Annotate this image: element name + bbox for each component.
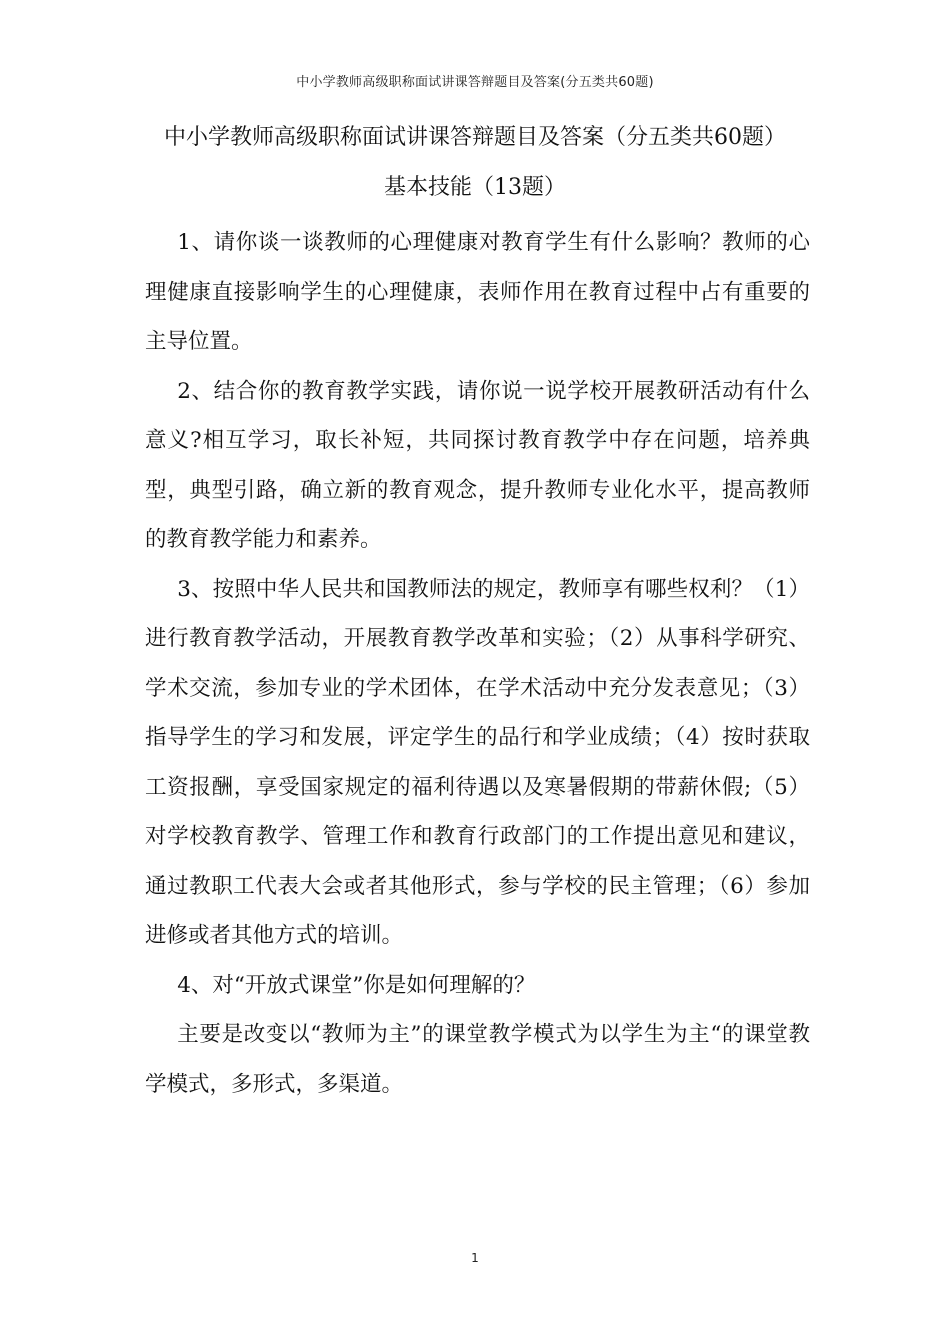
paragraph-question-2: 2、结合你的教育教学实践，请你说一说学校开展教研活动有什么意义?相互学习，取长补短，共同探讨教育教学中存在问题，培养典型，典型引路，确立新的教育观念，提升教师专业化水平，提高教师的教育教学能力和素养。 [145,378,810,552]
paragraph-answer-4: 主要是改变以“教师为主”的课堂教学模式为以学生为主“的课堂教学模式，多形式，多渠道。 [145,1022,810,1097]
page-number: 1 [471,1251,479,1265]
running-header: 中小学教师高级职称面试讲课答辩题目及答案(分五类共60题) [296,75,654,90]
paragraph-question-4: 4、对“开放式课堂”你是如何理解的？ [177,972,536,998]
section-title: 基本技能（13题） [384,175,566,200]
document-title: 中小学教师高级职称面试讲课答辩题目及答案（分五类共60题） [164,125,786,150]
paragraph-question-1: 1、请你谈一谈教师的心理健康对教育学生有什么影响？教师的心理健康直接影响学生的心理健康，表师作用在教育过程中占有重要的主导位置。 [145,230,810,354]
paragraph-question-3: 3、按照中华人民共和国教师法的规定，教师享有哪些权利？（1）进行教育教学活动，开展教育教学改革和实验；（2）从事科学研究、学术交流，参加专业的学术团体，在学术活动中充分发表意见；（3）指导学生的学习和发展，评定学生的品行和学业成绩；（4）按时获取工资报酬，享受国家规定的福利待遇以及寒暑假期的带薪休假;（5）对学校教育教学、管理工作和教育行政部门的工作提出意见和建议，通过教职工代表大会或者其他形式，参与学校的民主管理；（6）参加进修或者其他方式的培训。 [145,576,810,948]
document-body [145,218,810,1109]
